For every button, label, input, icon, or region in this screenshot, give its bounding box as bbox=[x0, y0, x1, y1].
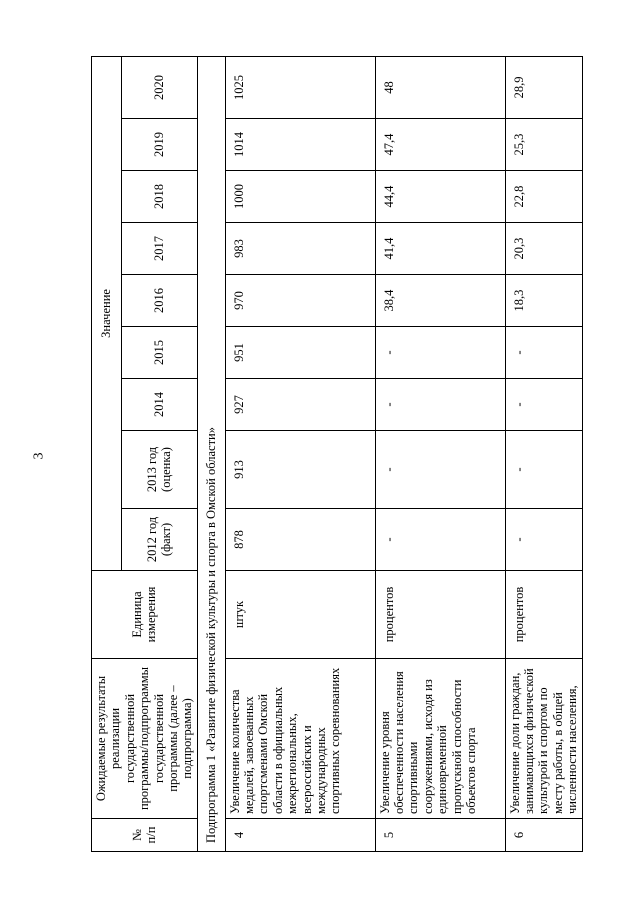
header-year: 2016 bbox=[122, 275, 197, 327]
row-value: 41,4 bbox=[375, 223, 505, 275]
row-value: - bbox=[505, 509, 582, 571]
row-value: 25,3 bbox=[505, 119, 582, 171]
row-unit: штук bbox=[225, 571, 375, 659]
header-year: 2015 bbox=[122, 327, 197, 379]
row-value: 927 bbox=[225, 379, 375, 431]
header-year: 2020 bbox=[122, 56, 197, 118]
header-year: 2017 bbox=[122, 223, 197, 275]
row-unit: процентов bbox=[505, 571, 582, 659]
row-value: 48 bbox=[375, 56, 505, 118]
row-value: 20,3 bbox=[505, 223, 582, 275]
row-value: 44,4 bbox=[375, 171, 505, 223]
row-value: 38,4 bbox=[375, 275, 505, 327]
row-value: 1000 bbox=[225, 171, 375, 223]
header-year: 2019 bbox=[122, 119, 197, 171]
row-value: - bbox=[375, 379, 505, 431]
header-year: 2013 год (оценка) bbox=[122, 431, 197, 509]
subprogram-title: Подпрограмма 1 «Развитие физической культуры и спорта в Омской области» bbox=[197, 56, 225, 851]
row-result: Увеличение количества медалей, завоеванных спортсменами Омской области в официальных межрегиональных, всероссийских и международных спортивных соревнованиях bbox=[225, 659, 375, 819]
row-value: 878 bbox=[225, 509, 375, 571]
header-results: Ожидаемые результаты реализации государственной программы/подпрограммы государственной программы (далее – подпрограмма) bbox=[92, 659, 198, 819]
row-value: 983 bbox=[225, 223, 375, 275]
row-value: - bbox=[375, 327, 505, 379]
row-value: 22,8 bbox=[505, 171, 582, 223]
header-num: № п/п bbox=[92, 819, 198, 852]
row-value: 18,3 bbox=[505, 275, 582, 327]
table-row bbox=[375, 56, 505, 851]
row-value: 1025 bbox=[225, 56, 375, 118]
page-number: 3 bbox=[31, 452, 47, 460]
row-value: 1014 bbox=[225, 119, 375, 171]
results-table bbox=[91, 56, 583, 852]
table-row bbox=[225, 56, 375, 851]
row-value: 47,4 bbox=[375, 119, 505, 171]
row-unit: процентов bbox=[375, 571, 505, 659]
row-value: 913 bbox=[225, 431, 375, 509]
header-unit: Единица измерения bbox=[92, 571, 198, 659]
row-num: 4 bbox=[225, 819, 375, 852]
header-year: 2018 bbox=[122, 171, 197, 223]
row-value: - bbox=[375, 431, 505, 509]
row-value: - bbox=[505, 379, 582, 431]
header-value: Значение bbox=[92, 56, 122, 570]
row-value: 951 bbox=[225, 327, 375, 379]
row-value: 28,9 bbox=[505, 56, 582, 118]
header-year: 2012 год (факт) bbox=[122, 509, 197, 571]
row-result: Увеличение доли граждан, занимающихся физической культурой и спортом по месту работы, в общей численности населения, bbox=[505, 659, 582, 819]
row-value: - bbox=[375, 509, 505, 571]
rotated-table-container bbox=[91, 57, 580, 852]
table-row bbox=[505, 56, 582, 851]
header-year: 2014 bbox=[122, 379, 197, 431]
row-result: Увеличение уровня обеспеченности населения спортивными сооружениями, исходя из единовременной пропускной способности объектов спорта bbox=[375, 659, 505, 819]
row-value: - bbox=[505, 327, 582, 379]
row-num: 6 bbox=[505, 819, 582, 852]
row-value: - bbox=[505, 431, 582, 509]
row-value: 970 bbox=[225, 275, 375, 327]
row-num: 5 bbox=[375, 819, 505, 852]
